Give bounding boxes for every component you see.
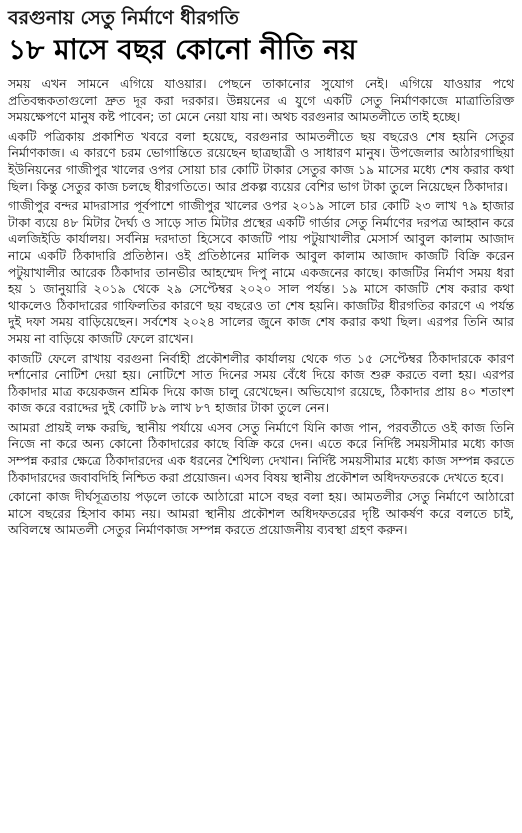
article-kicker: বরগুনায় সেতু নির্মাণে ধীরগতি xyxy=(8,7,239,29)
article-body xyxy=(8,76,514,539)
article-paragraph: কাজটি ফেলে রাখায় বরগুনা নির্বাহী প্রকৌশলীর কার্যালয় থেকে গত ১৫ সেপ্টেম্বর ঠিকাদারকে কারণ দর্শানোর নোটিশ দেয়া হয়। নোটিশে সাত দিনের সময় বেঁধে দিয়ে কাজ শুরু করতে বলা হয়। এরপর ঠিকাদার মাত্র কয়েকজন শ্রমিক দিয়ে কাজ চালু রেখেছেন। অভিযোগ রয়েছে, ঠিকাদার প্রায় ৪০ শতাংশ কাজ করে বরাদ্দের দুই কোটি ৮৯ লাখ ৮৭ হাজার টাকা তুলে নেন। xyxy=(8,350,514,416)
article-paragraph: সময় এখন সামনে এগিয়ে যাওয়ার। পেছনে তাকানোর সুযোগ নেই। এগিয়ে যাওয়ার পথে প্রতিবন্ধকতাগুলো দ্রুত দূর করা দরকার। উন্নয়নের এ যুগে একটি সেতু নির্মাণকাজে মাত্রাতিরিক্ত সময়ক্ষেপণে মানুষ কষ্ট পাবেন; তা মেনে নেয়া যায় না। অথচ বরগুনার আমতলীতে তাই হচ্ছে। xyxy=(8,76,514,125)
article-paragraph: কোনো কাজ দীর্ঘসূত্রতায় পড়লে তাকে আঠারো মাসে বছর বলা হয়। আমতলীর সেতু নির্মাণে আঠারো মাসে বছরের হিসাব কাম্য নয়। আমরা স্থানীয় প্রকৌশল অধিদফতরের দৃষ্টি আকর্ষণ করে বলতে চাই, অবিলম্বে আমতলী সেতুর নির্মাণকাজ সম্পন্ন করতে প্রয়োজনীয় ব্যবস্থা গ্রহণ করুন। xyxy=(8,489,514,538)
article-headline: ১৮ মাসে বছর কোনো নীতি নয় xyxy=(8,33,357,66)
article-paragraph: আমরা প্রায়ই লক্ষ করছি, স্থানীয় পর্যায়ে এসব সেতু নির্মাণে যিনি কাজ পান, পরবর্তীতে ওই কাজ তিনি নিজে না করে অন্য কোনো ঠিকাদারের কাছে বিক্রি করে দেন। এতে করে নির্দিষ্ট সময়সীমার মধ্যে কাজ সম্পন্ন করার ক্ষেত্রে ঠিকাদারদের এক ধরনের শৈথিল্য দেখান। নির্দিষ্ট সময়সীমার মধ্যে কাজ সম্পন্ন করতে ঠিকাদারদের জবাবদিহি নিশ্চিত করা প্রয়োজন। এসব বিষয় স্থানীয় প্রকৌশল অধিদফতরকে দেখতে হবে। xyxy=(8,419,514,485)
article-paragraph: একটি পত্রিকায় প্রকাশিত খবরে বলা হয়েছে, বরগুনার আমতলীতে ছয় বছরেও শেষ হয়নি সেতুর নির্মাণকাজ। এ কারণে চরম ভোগান্তিতে রয়েছেন ছাত্রছাত্রী ও সাধারণ মানুষ। উপজেলার আঠারগাছিয়া ইউনিয়নের গাজীপুর খালের ওপর সোয়া চার কোটি টাকার সেতুর কাজ ১৯ মাসের মধ্যে শেষ করার কথা ছিল। কিন্তু সেতুর কাজ চলছে ধীরগতিতে। আর প্রকল্প ব্যয়ের বেশির ভাগ টাকা তুলে নিয়েছেন ঠিকাদার। xyxy=(8,128,514,194)
article-paragraph: গাজীপুর বন্দর মাদরাসার পূর্বপাশে গাজীপুর খালের ওপর ২০১৯ সালে চার কোটি ২৩ লাখ ৭৯ হাজার টাকা ব্যয়ে ৪৮ মিটার দৈর্ঘ্য ও সাড়ে সাত মিটার প্রস্থের একটি গার্ডার সেতু নির্মাণের দরপত্র আহ্বান করে এলজিইডি কার্যালয়। সর্বনিম্ন দরদাতা হিসেবে কাজটি পায় পটুয়াখালীর মেসার্স আবুল কালাম আজাদ নামে একটি ঠিকাদারি প্রতিষ্ঠান। ওই প্রতিষ্ঠানের মালিক আবুল কালাম আজাদ কাজটি বিক্রি করেন পটুয়াখালীর আরেক ঠিকাদার তানভীর আহম্মেদ দিপু নামে একজনের কাছে। কাজটির নির্মাণ সময় ধরা হয় ১ জানুয়ারি ২০১৯ থেকে ২৯ সেপ্টেম্বর ২০২০ সাল পর্যন্ত। ১৯ মাসে কাজটি শেষ করার কথা থাকলেও ঠিকাদারের গাফিলতির কারণে ছয় বছরেও তা শেষ হয়নি। কাজটির ধীরগতির কারণে এ পর্যন্ত দুই দফা সময় বাড়িয়েছেন। সর্বশেষ ২০২৪ সালের জুনে কাজ শেষ করার কথা ছিল। এরপর তিনি আর সময় না বাড়িয়ে কাজটি ফেলে রাখেন। xyxy=(8,198,514,346)
